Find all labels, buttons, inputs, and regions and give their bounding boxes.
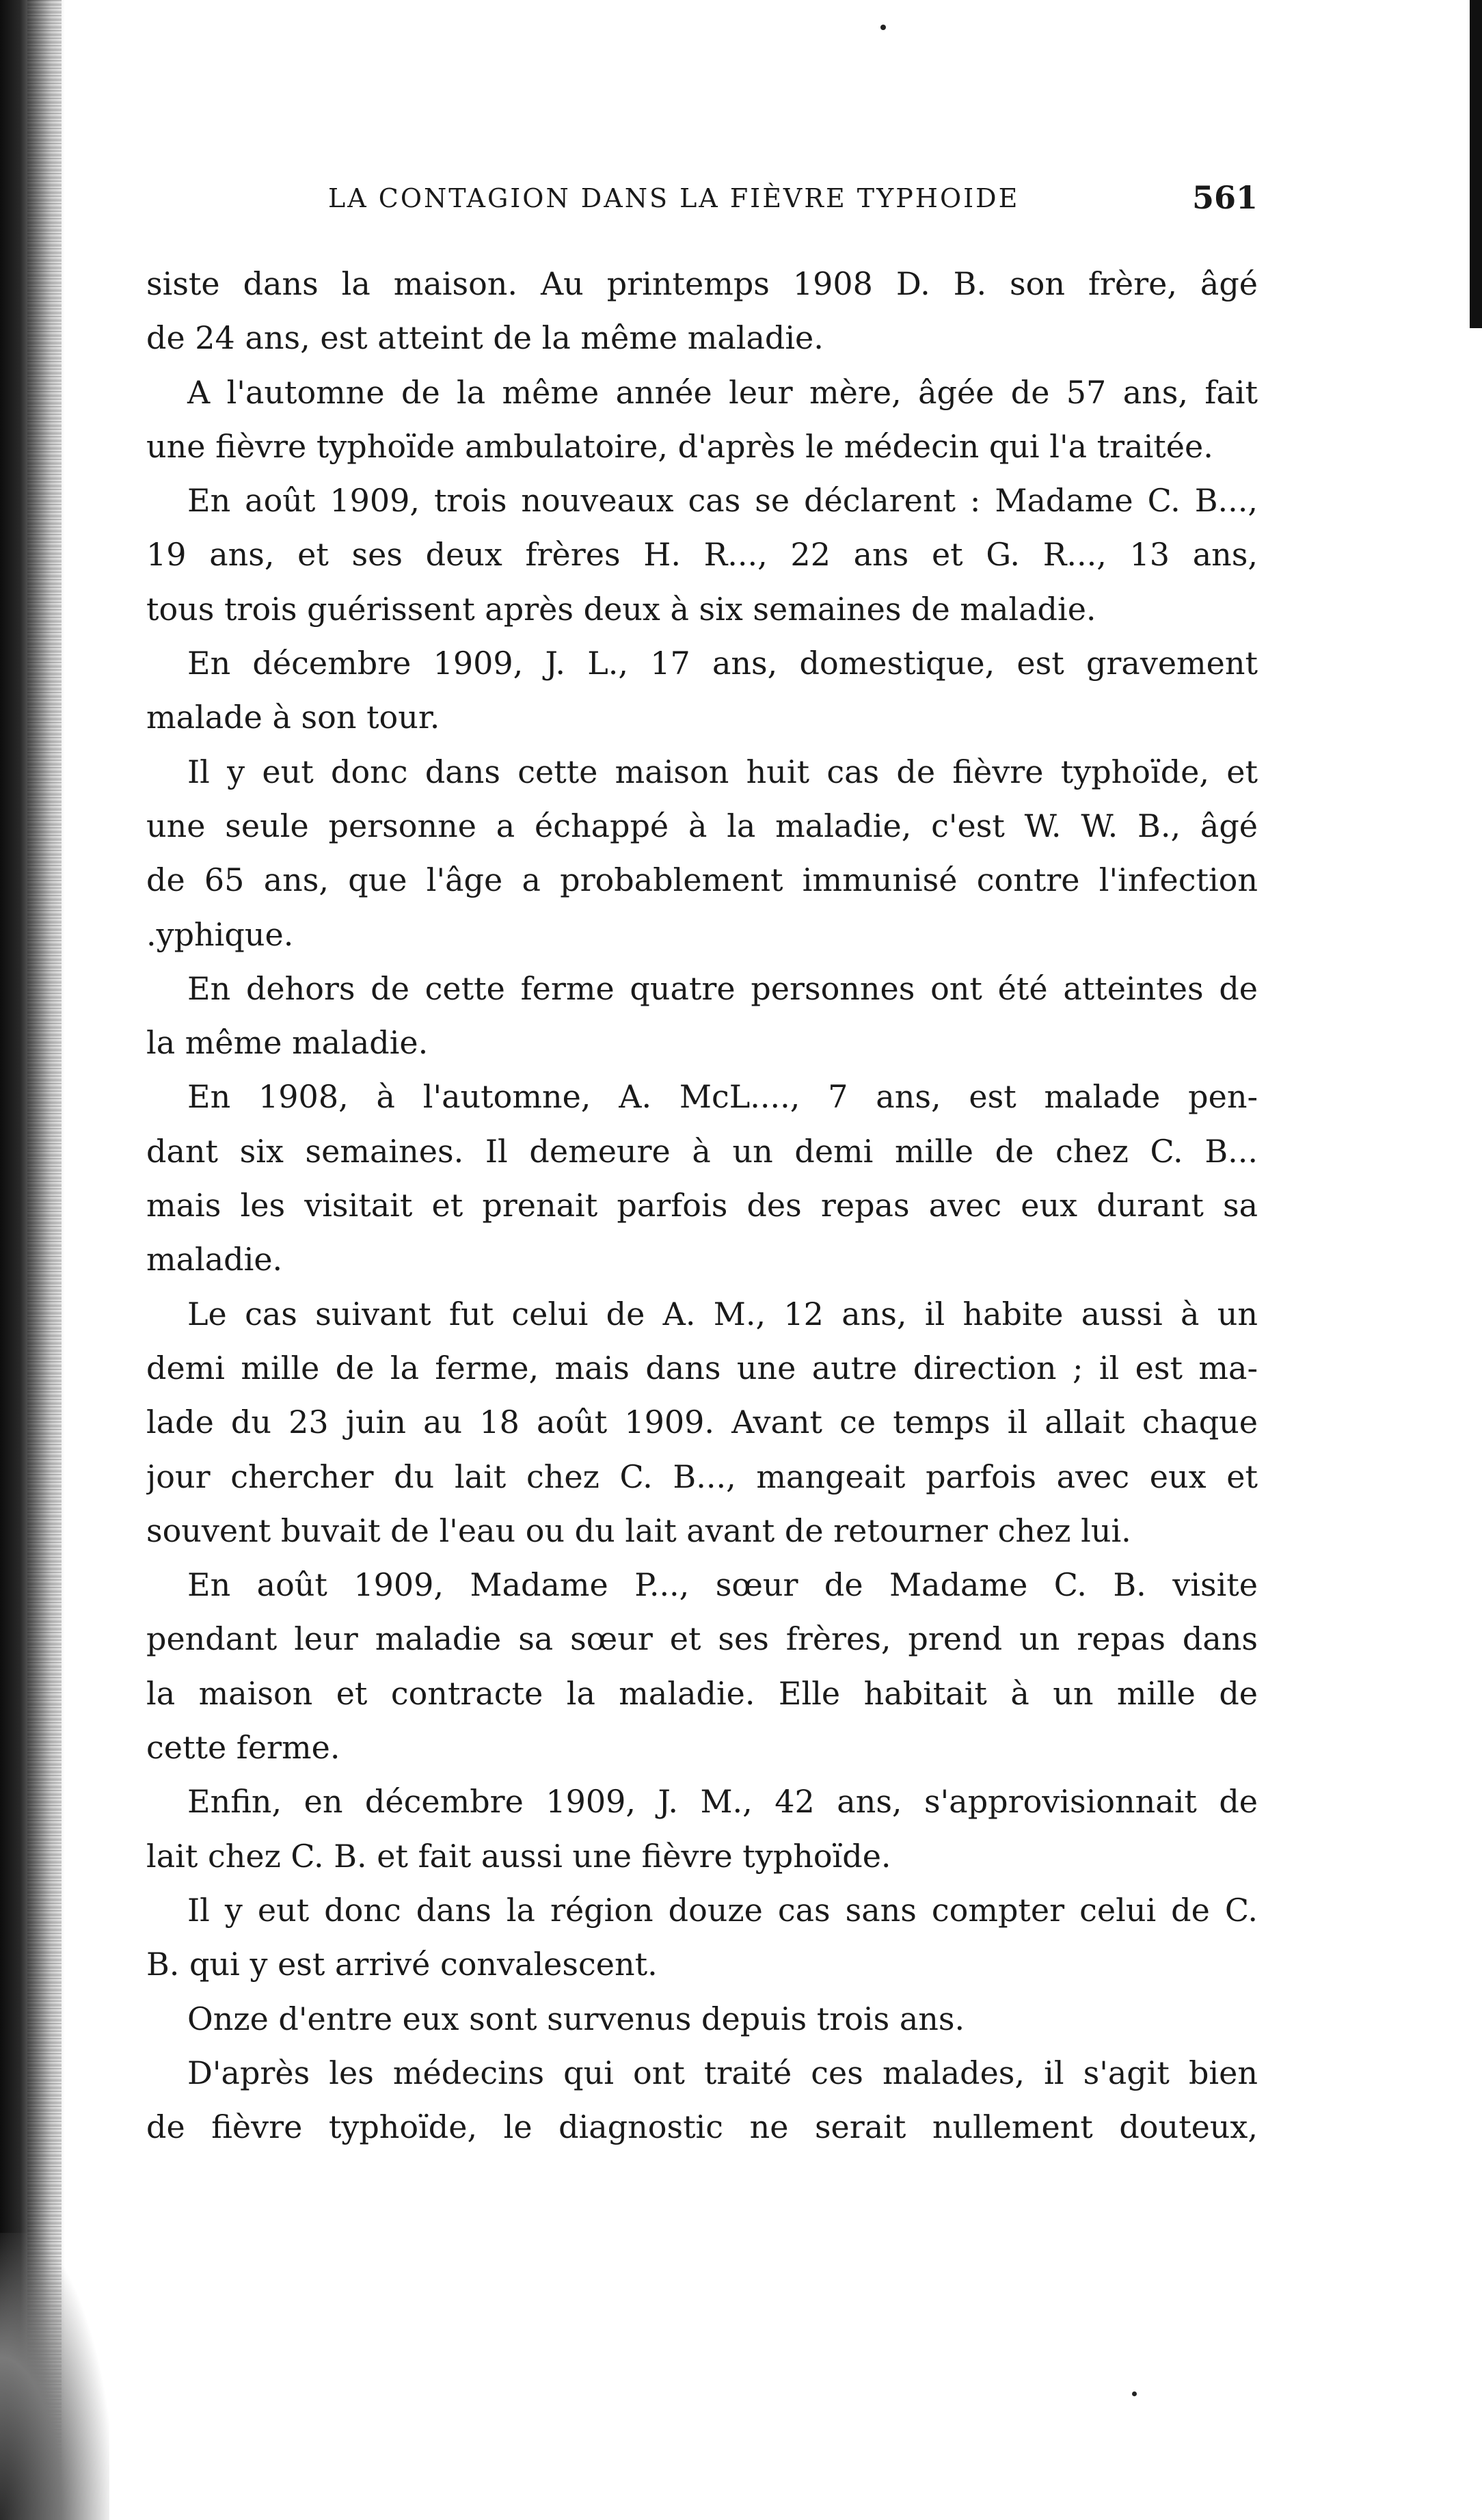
text-line: 19 ans, et ses deux frères H. R..., 22 ans et G. R..., 13 ans, [146,536,1258,574]
scan-speck [880,25,886,30]
text-line: En décembre 1909, J. L., 17 ans, domestique, est gravement [187,645,1258,682]
page-body [146,257,1258,2154]
text-line: jour chercher du lait chez C. B..., mangeait parfois avec eux et [146,1458,1258,1495]
text-line: malade à son tour. [146,699,440,736]
scan-shadow-bottom-left [0,2233,109,2520]
text-line: souvent buvait de l'eau ou du lait avant de retourner chez lui. [146,1512,1131,1549]
page-header [328,179,1258,224]
text-line: la même maladie. [146,1024,429,1062]
text-line: tous trois guérissent après deux à six semaines de maladie. [146,590,1096,628]
text-line: Le cas suivant fut celui de A. M., 12 ans, il habite aussi à un [187,1295,1258,1332]
text-line: la maison et contracte la maladie. Elle habitait à un mille de [146,1674,1258,1712]
scan-shadow-left [0,0,65,2520]
text-line: A l'automne de la même année leur mère, âgée de 57 ans, fait [187,373,1258,411]
text-line: cette ferme. [146,1729,340,1767]
text-line: de fièvre typhoïde, le diagnostic ne serait nullement douteux, [146,2108,1258,2146]
scan-speck [1132,2391,1137,2396]
text-line: Enfin, en décembre 1909, J. M., 42 ans, s'approvisionnait de [187,1783,1258,1821]
text-line: En 1908, à l'automne, A. McL...., 7 ans, est malade pen- [187,1078,1258,1116]
text-line: dant six semaines. Il demeure à un demi mille de chez C. B... [146,1132,1258,1170]
text-line: siste dans la maison. Au printemps 1908 D. B. son frère, âgé [146,265,1258,302]
text-line: une seule personne a échappé à la maladie, c'est W. W. B., âgé [146,807,1258,844]
text-line: En août 1909, Madame P..., sœur de Madame C. B. visite [187,1566,1258,1604]
page-number: 561 [1191,179,1258,216]
text-line: lade du 23 juin au 18 août 1909. Avant ce temps il allait chaque [146,1404,1258,1441]
scan-shadow-right [1470,0,1482,328]
text-line: demi mille de la ferme, mais dans une autre direction ; il est ma- [146,1349,1258,1386]
text-line: pendant leur maladie sa sœur et ses frères, prend un repas dans [146,1620,1258,1658]
text-line: Onze d'entre eux sont survenus depuis trois ans. [187,2000,965,2037]
text-line: Il y eut donc dans cette maison huit cas de fièvre typhoïde, et [187,753,1258,790]
text-line: une fièvre typhoïde ambulatoire, d'après le médecin qui l'a traitée. [146,427,1213,465]
text-line: Il y eut donc dans la région douze cas sans compter celui de C. [187,1891,1258,1929]
text-line: mais les visitait et prenait parfois des repas avec eux durant sa [146,1187,1258,1224]
text-line: de 24 ans, est atteint de la même maladie. [146,319,824,357]
text-line: maladie. [146,1241,283,1278]
text-line: D'après les médecins qui ont traité ces malades, il s'agit bien [187,2054,1258,2091]
text-line: B. qui y est arrivé convalescent. [146,1946,658,1983]
text-line: lait chez C. B. et fait aussi une fièvre typhoïde. [146,1837,891,1875]
text-line: En août 1909, trois nouveaux cas se déclarent : Madame C. B..., [187,482,1258,520]
text-line: En dehors de cette ferme quatre personnes ont été atteintes de [187,969,1258,1007]
text-line: .yphique. [146,915,294,953]
running-title: LA CONTAGION DANS LA FIÈVRE TYPHOIDE [328,183,1020,213]
text-line: de 65 ans, que l'âge a probablement immunisé contre l'infection [146,861,1258,899]
